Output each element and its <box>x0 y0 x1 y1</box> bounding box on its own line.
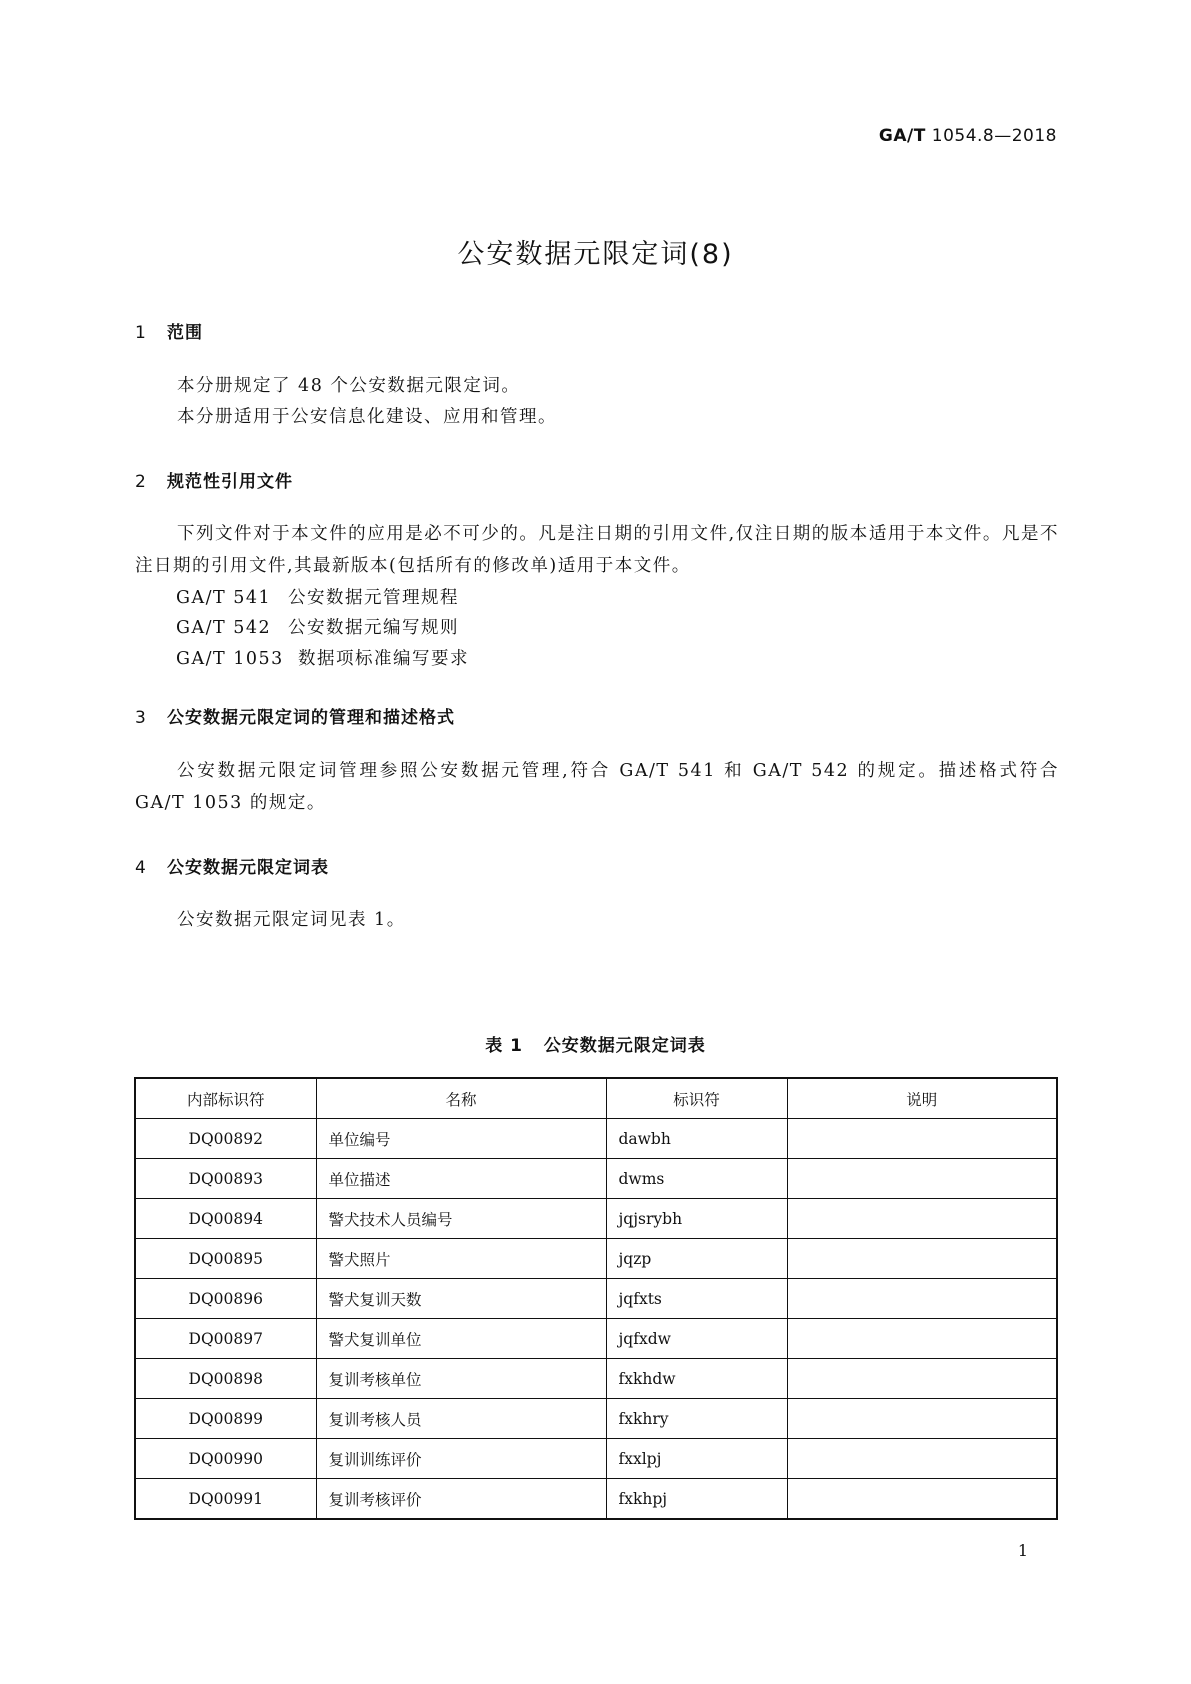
reference-code: GA/T 542 <box>176 618 272 638</box>
column-header-name: 名称 <box>316 1078 606 1119</box>
cell-identifier: fxxlpj <box>606 1439 787 1479</box>
management-paragraph: 公安数据元限定词管理参照公安数据元管理,符合 GA/T 541 和 GA/T 542 的规定。描述格式符合 GA/T 1053 的规定。 <box>135 761 1059 813</box>
cell-internal-id: DQ00893 <box>135 1159 316 1199</box>
section-number: 3 <box>135 708 147 728</box>
normative-references-paragraph: 下列文件对于本文件的应用是必不可少的。凡是注日期的引用文件,仅注日期的版本适用于本文件。凡是不注日期的引用文件,其最新版本(包括所有的修改单)适用于本文件。 <box>135 524 1059 576</box>
cell-description <box>787 1279 1057 1319</box>
section-title: 范围 <box>167 323 203 343</box>
section-number: 2 <box>135 472 147 492</box>
cell-name: 复训训练评价 <box>316 1439 606 1479</box>
scope-paragraph-1: 本分册规定了 48 个公安数据元限定词。 <box>177 376 521 396</box>
section-title: 公安数据元限定词的管理和描述格式 <box>167 708 455 728</box>
table-reference-paragraph: 公安数据元限定词见表 1。 <box>177 910 406 930</box>
cell-internal-id: DQ00898 <box>135 1359 316 1399</box>
cell-name: 警犬照片 <box>316 1239 606 1279</box>
cell-description <box>787 1359 1057 1399</box>
cell-name: 警犬复训单位 <box>316 1319 606 1359</box>
cell-name: 单位编号 <box>316 1119 606 1159</box>
table-row <box>135 1119 1057 1159</box>
cell-name: 复训考核单位 <box>316 1359 606 1399</box>
reference-code: GA/T 541 <box>176 588 272 608</box>
cell-internal-id: DQ00899 <box>135 1399 316 1439</box>
standard-code <box>879 126 1057 146</box>
column-header-identifier: 标识符 <box>606 1078 787 1119</box>
column-header-description: 说明 <box>787 1078 1057 1119</box>
standard-prefix: GA/T <box>878 126 926 146</box>
cell-name: 复训考核人员 <box>316 1399 606 1439</box>
cell-identifier: fxkhpj <box>606 1479 787 1520</box>
section-2-heading <box>135 467 293 492</box>
cell-description <box>787 1399 1057 1439</box>
cell-internal-id: DQ00895 <box>135 1239 316 1279</box>
document-title: 公安数据元限定词(8) <box>457 239 734 270</box>
cell-name: 警犬技术人员编号 <box>316 1199 606 1239</box>
section-title: 规范性引用文件 <box>167 472 293 492</box>
cell-description <box>787 1159 1057 1199</box>
cell-identifier: fxkhdw <box>606 1359 787 1399</box>
table-row <box>135 1159 1057 1199</box>
cell-identifier: dwms <box>606 1159 787 1199</box>
cell-identifier: dawbh <box>606 1119 787 1159</box>
section-4-heading <box>135 853 329 878</box>
table-row <box>135 1239 1057 1279</box>
reference-item <box>176 584 459 609</box>
cell-name: 单位描述 <box>316 1159 606 1199</box>
cell-identifier: jqfxts <box>606 1279 787 1319</box>
cell-internal-id: DQ00990 <box>135 1439 316 1479</box>
cell-description <box>787 1319 1057 1359</box>
cell-description <box>787 1239 1057 1279</box>
cell-identifier: jqfxdw <box>606 1319 787 1359</box>
page-number: 1 <box>1017 1541 1028 1560</box>
section-title: 公安数据元限定词表 <box>167 858 329 878</box>
table-row <box>135 1439 1057 1479</box>
table-caption-text: 公安数据元限定词表 <box>543 1036 706 1056</box>
cell-description <box>787 1479 1057 1520</box>
table-row <box>135 1399 1057 1439</box>
reference-name: 公安数据元管理规程 <box>288 588 459 608</box>
table-row <box>135 1279 1057 1319</box>
cell-internal-id: DQ00991 <box>135 1479 316 1520</box>
cell-internal-id: DQ00894 <box>135 1199 316 1239</box>
standard-number: 1054.8—2018 <box>931 126 1057 146</box>
cell-description <box>787 1119 1057 1159</box>
table-row <box>135 1479 1057 1520</box>
cell-name: 复训考核评价 <box>316 1479 606 1520</box>
limiter-table <box>134 1077 1058 1520</box>
reference-code: GA/T 1053 <box>176 649 284 669</box>
table-row <box>135 1319 1057 1359</box>
cell-description <box>787 1199 1057 1239</box>
cell-description <box>787 1439 1057 1479</box>
cell-identifier: jqjsrybh <box>606 1199 787 1239</box>
section-number: 4 <box>135 858 147 878</box>
cell-internal-id: DQ00896 <box>135 1279 316 1319</box>
cell-internal-id: DQ00892 <box>135 1119 316 1159</box>
section-3-heading <box>135 703 455 728</box>
table-caption-number: 表 1 <box>485 1036 523 1056</box>
column-header-internal-id: 内部标识符 <box>135 1078 316 1119</box>
table-header-row <box>135 1078 1057 1119</box>
table-row <box>135 1359 1057 1399</box>
table-row <box>135 1199 1057 1239</box>
cell-identifier: jqzp <box>606 1239 787 1279</box>
section-number: 1 <box>135 323 147 343</box>
reference-item <box>176 645 469 670</box>
cell-name: 警犬复训天数 <box>316 1279 606 1319</box>
cell-internal-id: DQ00897 <box>135 1319 316 1359</box>
reference-name: 数据项标准编写要求 <box>298 649 469 669</box>
section-1-heading <box>135 318 203 343</box>
reference-name: 公安数据元编写规则 <box>288 618 459 638</box>
reference-item <box>176 614 459 639</box>
scope-paragraph-2: 本分册适用于公安信息化建设、应用和管理。 <box>177 407 557 427</box>
table-caption <box>0 1031 1191 1056</box>
cell-identifier: fxkhry <box>606 1399 787 1439</box>
